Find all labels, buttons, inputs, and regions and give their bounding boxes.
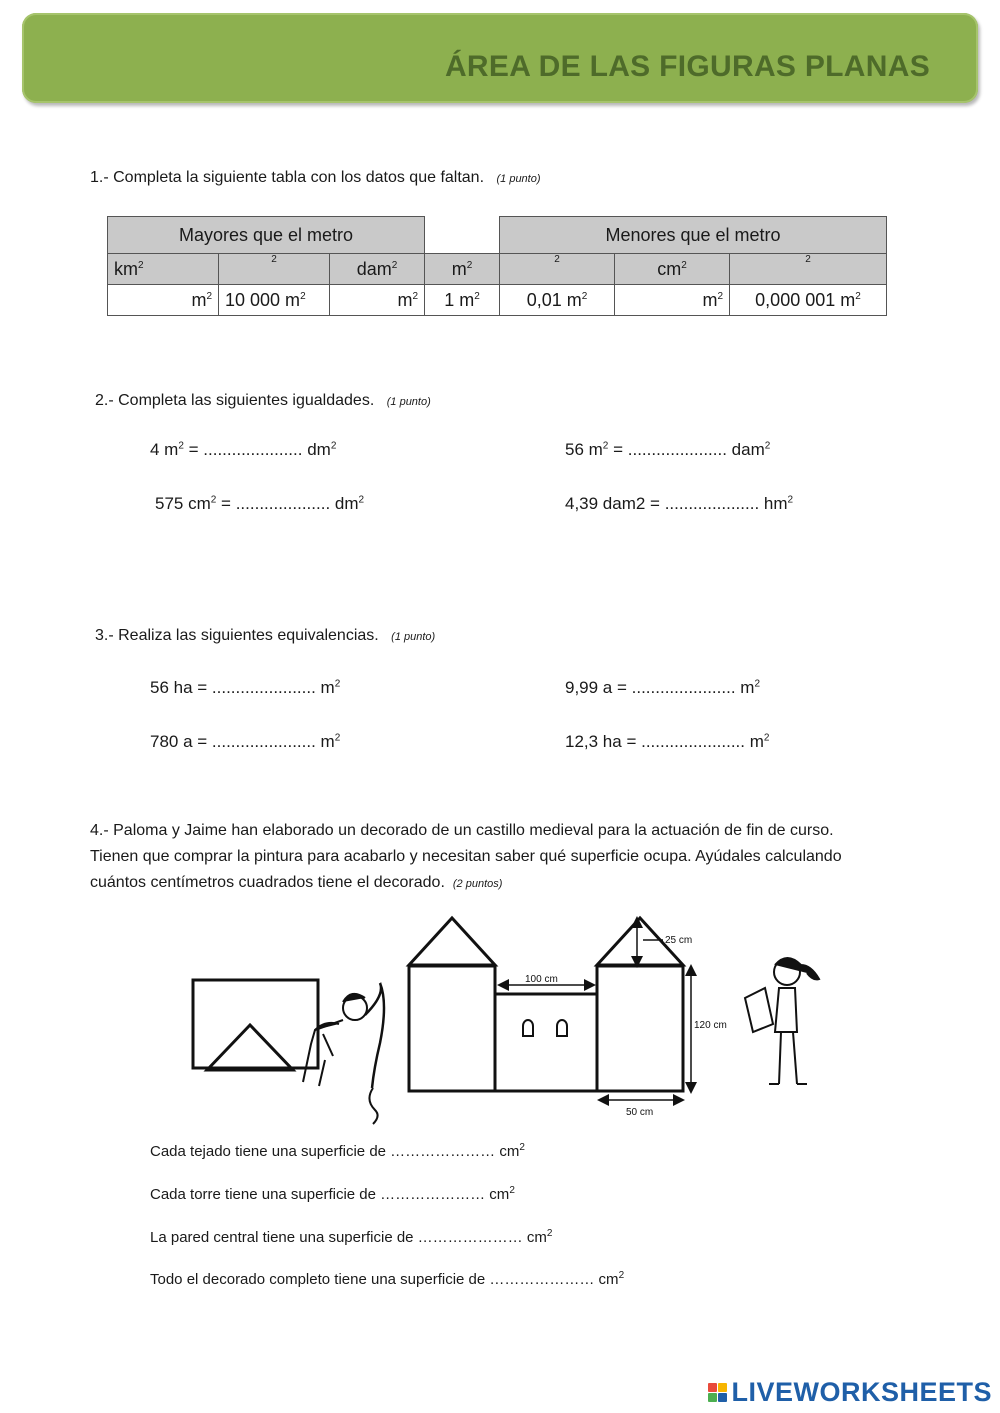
value-cell-7: 0,000 001 $m^2$: [730, 285, 887, 316]
question-2-text: 2.- Completa las siguientes igualdades.: [95, 392, 375, 409]
roof-height-label: 25 cm: [665, 935, 693, 946]
equivalence-2[interactable]: 9,99 a = ...................... $m^2$: [565, 678, 760, 697]
unit-blank-1: 2: [219, 254, 330, 285]
window-left: [523, 1020, 533, 1036]
equality-3[interactable]: 575 $cm^2$ = .................... $dm^2$: [155, 494, 365, 513]
question-4-line-2: Tienen que comprar la pintura para acabarlo y necesitan saber qué superficie ocupa. Ayúdales calculando: [90, 848, 842, 865]
unit-cm: $cm^2$: [615, 254, 730, 285]
answer-wall[interactable]: La pared central tiene una superficie de ………………… $cm^2$: [150, 1228, 553, 1246]
question-1-points: (1 punto): [496, 173, 541, 185]
right-tower: [597, 966, 683, 1091]
value-cell-1[interactable]: $m^2$: [108, 285, 219, 316]
question-2: [95, 392, 431, 410]
equivalence-1[interactable]: 56 ha = ...................... $m^2$: [150, 678, 341, 697]
tower-height-label: 120 cm: [694, 1020, 727, 1031]
left-tower: [409, 966, 495, 1091]
wall-width-label: 100 cm: [525, 974, 558, 985]
table-header-spacer: [425, 217, 500, 254]
units-table: [107, 216, 887, 316]
question-1: [90, 169, 541, 187]
question-1-text: 1.- Completa la siguiente tabla con los datos que faltan.: [90, 169, 485, 186]
unit-m: $m^2$: [425, 254, 500, 285]
unit-blank-2: 2: [500, 254, 615, 285]
value-cell-2: 10 000 $m^2$: [219, 285, 330, 316]
table-header-smaller: Menores que el metro: [500, 217, 887, 254]
value-cell-4: 1 $m^2$: [425, 285, 500, 316]
value-cell-6[interactable]: $m^2$: [615, 285, 730, 316]
value-cell-3[interactable]: $m^2$: [330, 285, 425, 316]
window-right: [557, 1020, 567, 1036]
unit-blank-3: 2: [730, 254, 887, 285]
liveworksheets-brand: LIVEWORKSHEETS: [731, 1377, 992, 1407]
page-title: ÁREA DE LAS FIGURAS PLANAS: [444, 50, 930, 83]
question-3-text: 3.- Realiza las siguientes equivalencias.: [95, 627, 379, 644]
board-triangle: [207, 1025, 293, 1070]
question-4: [90, 818, 842, 897]
answer-tower[interactable]: Cada torre tiene una superficie de ………………… $cm^2$: [150, 1185, 515, 1203]
answer-roof[interactable]: Cada tejado tiene una superficie de ………………… $cm^2$: [150, 1142, 525, 1160]
table-header-greater: Mayores que el metro: [108, 217, 425, 254]
question-3: [95, 627, 435, 645]
value-cell-5: 0,01 $m^2$: [500, 285, 615, 316]
equality-4[interactable]: 4,39 dam2 = .................... $hm^2$: [565, 494, 794, 513]
question-4-line-3: cuántos centímetros cuadrados tiene el decorado. (2 puntos): [90, 874, 503, 891]
unit-dam: dam$^2$: [330, 254, 425, 285]
question-3-points: (1 punto): [391, 631, 436, 643]
liveworksheets-mark: [708, 1383, 727, 1402]
equality-2[interactable]: 56 $m^2$ = ..................... dam$^2$: [565, 440, 771, 459]
liveworksheets-logo: [708, 1377, 992, 1408]
equality-1[interactable]: 4 $m^2$ = ..................... $dm^2$: [150, 440, 337, 459]
unit-km: $km^2$: [108, 254, 219, 285]
equivalence-4[interactable]: 12,3 ha = ...................... $m^2$: [565, 732, 770, 751]
equivalence-3[interactable]: 780 a = ...................... $m^2$: [150, 732, 341, 751]
question-4-line-1: 4.- Paloma y Jaime han elaborado un decorado de un castillo medieval para la actuación de fin de curso.: [90, 822, 834, 839]
boy-figure: [303, 983, 384, 1124]
question-2-points: (1 punto): [386, 396, 431, 408]
tower-width-label: 50 cm: [626, 1107, 654, 1118]
left-roof: [409, 918, 495, 965]
answer-total[interactable]: Todo el decorado completo tiene una superficie de ………………… $cm^2$: [150, 1270, 625, 1288]
girl-figure: [745, 958, 819, 1084]
central-wall: [495, 994, 597, 1091]
castle-illustration: [185, 910, 845, 1125]
painting-board: [193, 980, 318, 1068]
